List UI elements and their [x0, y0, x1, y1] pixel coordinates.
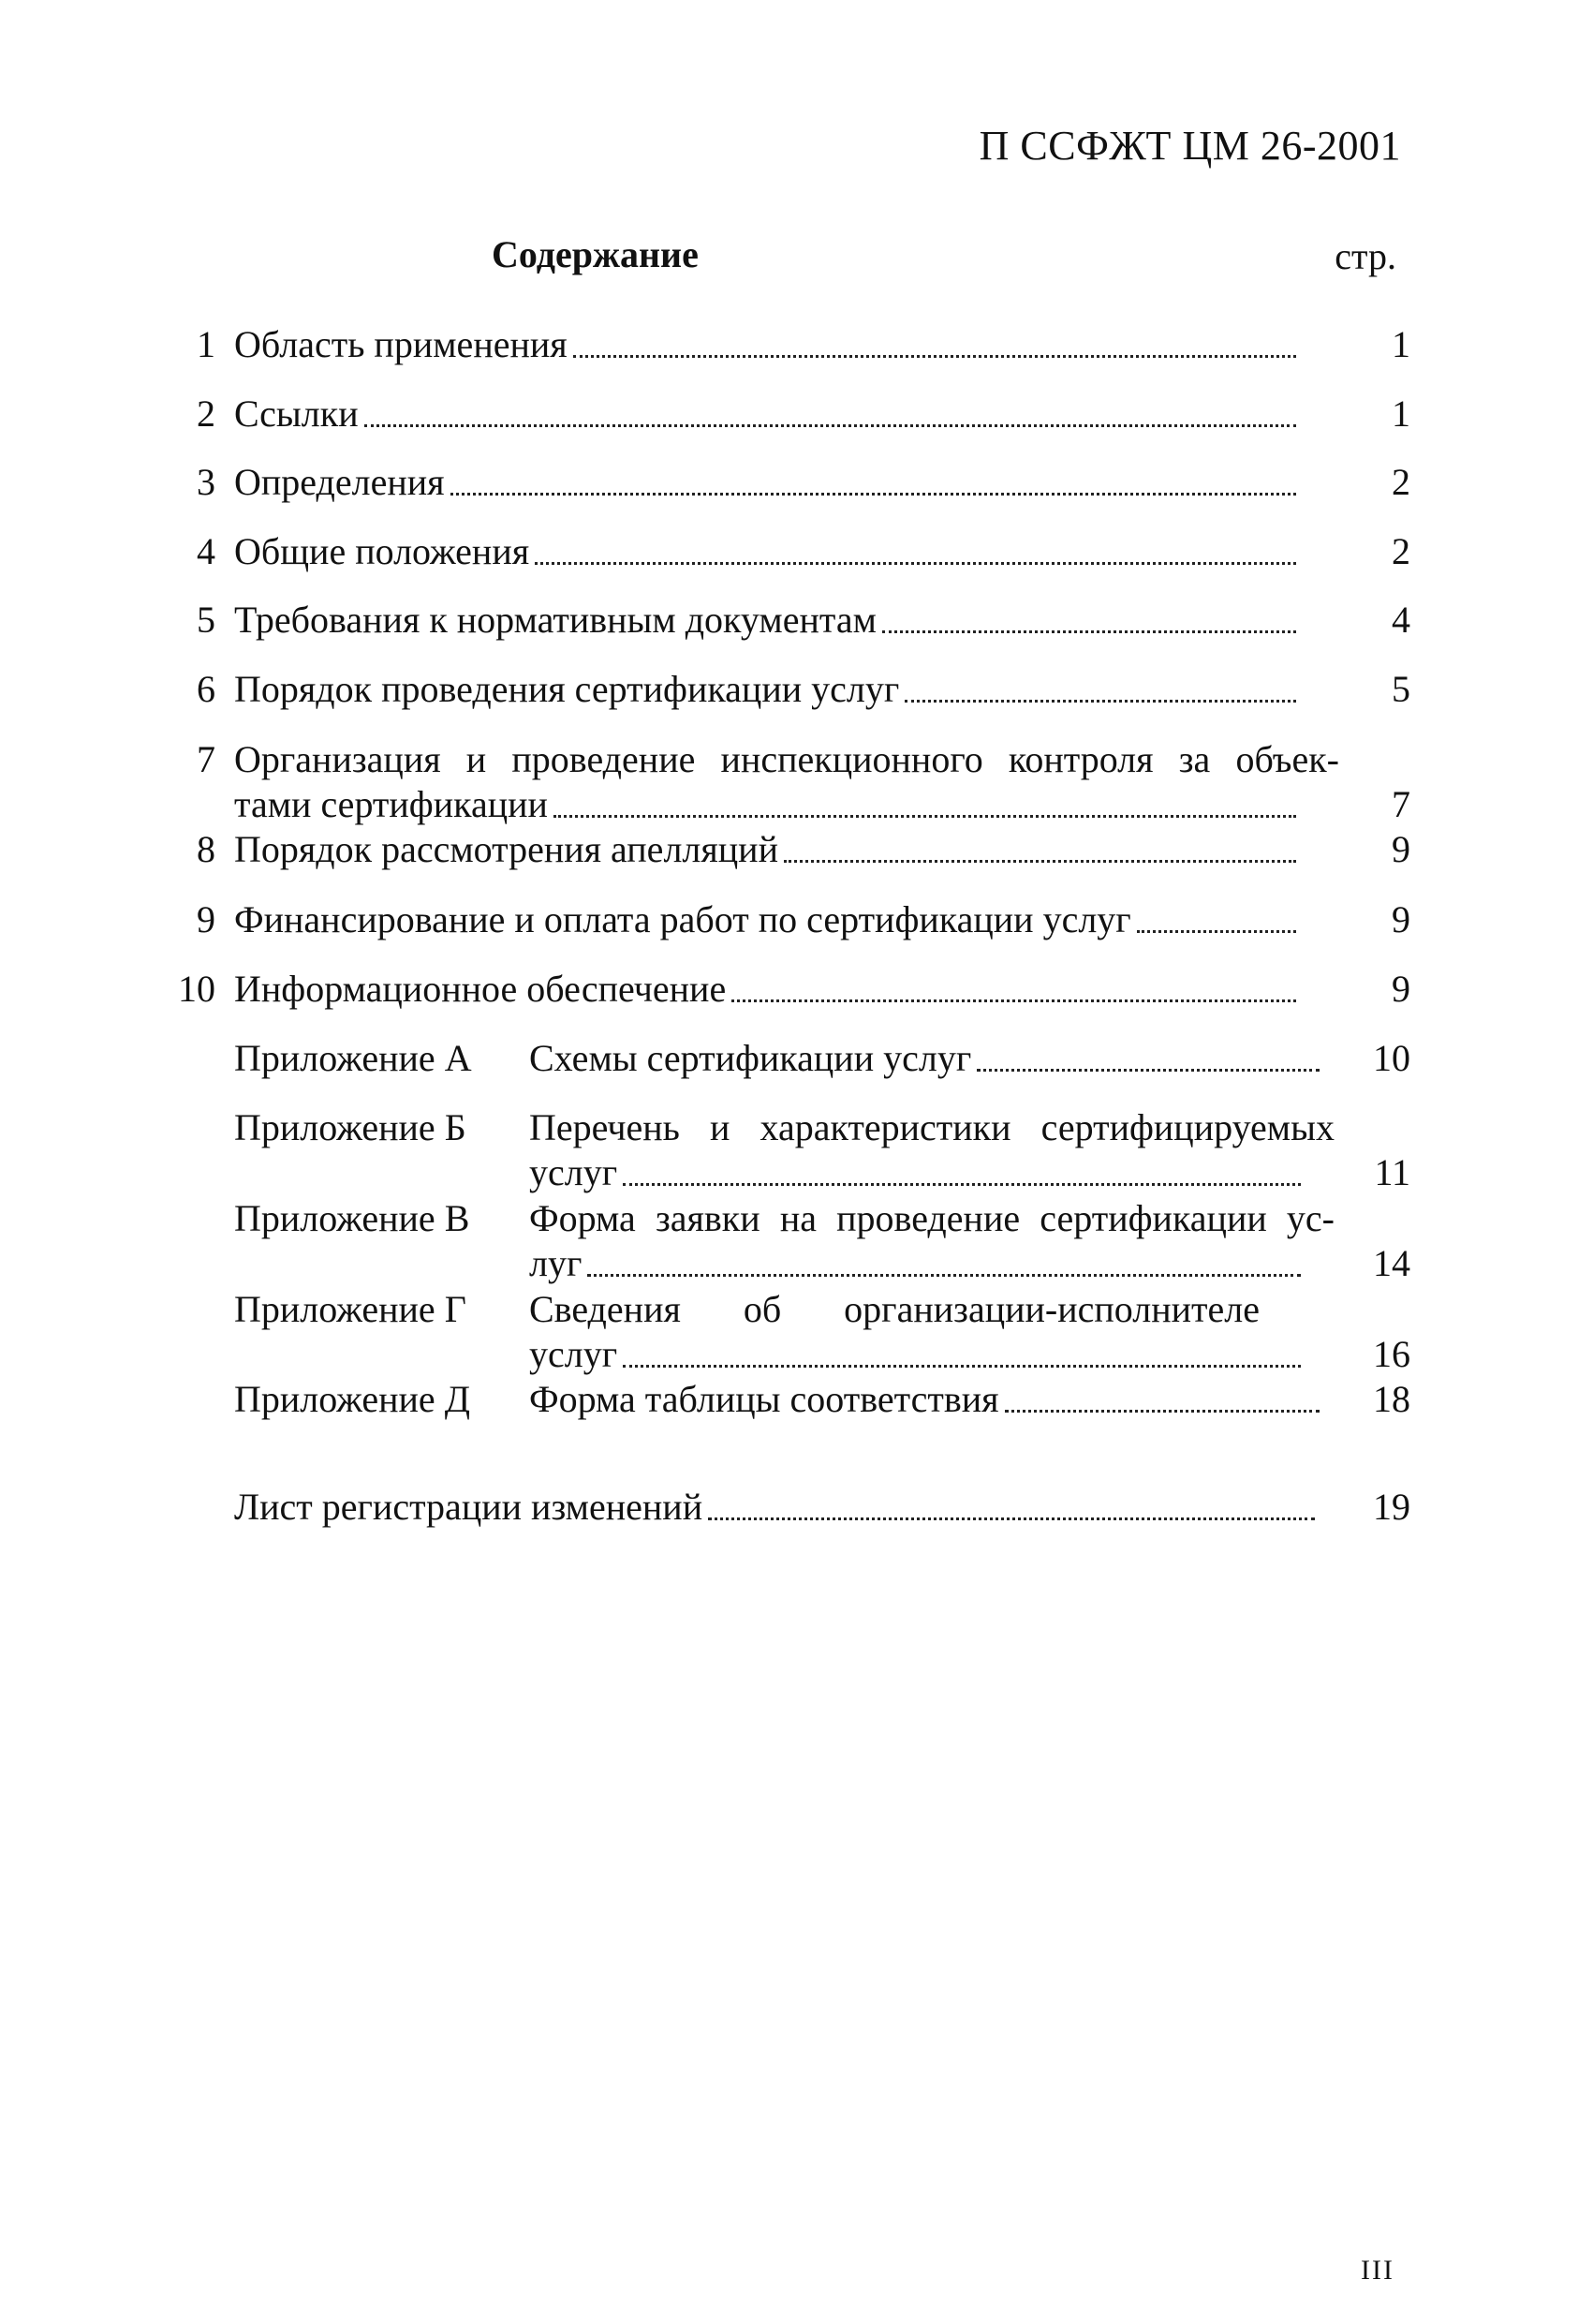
toc-item-number: 5	[197, 599, 215, 641]
dot-leader	[587, 1274, 1301, 1277]
toc-item-number: 8	[197, 828, 215, 870]
appendix-page: 18	[1373, 1378, 1410, 1420]
dot-leader	[708, 1517, 1315, 1520]
appendix-title-line1: Перечень и характеристики сертифицируемых	[529, 1106, 1335, 1148]
toc-item-entry	[234, 667, 1302, 712]
toc-title: Содержание	[492, 233, 699, 275]
toc-item-number: 6	[197, 668, 215, 710]
toc-item-number: 2	[197, 392, 215, 435]
appendix-entry	[529, 1377, 1335, 1422]
toc-item-page: 7	[1392, 783, 1410, 825]
dot-leader	[1005, 1410, 1320, 1413]
toc-item-page: 1	[1392, 323, 1410, 365]
appendix-title-line2: услуг	[529, 1333, 618, 1375]
toc-item-title: Финансирование и оплата работ по сертификации услуг	[234, 898, 1131, 940]
toc-item-entry	[234, 322, 1302, 367]
dot-leader	[784, 860, 1296, 863]
appendix-label: Приложение В	[234, 1197, 470, 1239]
toc-item-page: 2	[1392, 530, 1410, 572]
toc-item-number: 7	[197, 738, 215, 780]
dot-leader	[535, 562, 1296, 565]
toc-item-title: Определения	[234, 461, 445, 503]
dot-leader	[553, 815, 1296, 818]
changes-sheet-title: Лист регистрации изменений	[234, 1486, 703, 1528]
appendix-entry	[529, 1105, 1335, 1195]
toc-item-entry	[234, 392, 1302, 437]
appendix-page: 14	[1373, 1242, 1410, 1284]
appendix-page: 11	[1374, 1151, 1410, 1193]
dot-leader	[977, 1069, 1320, 1072]
changes-sheet-entry	[234, 1485, 1320, 1530]
dot-leader	[905, 700, 1296, 703]
appendix-page: 16	[1373, 1333, 1410, 1375]
toc-item-entry	[234, 737, 1339, 827]
toc-item-number: 1	[197, 323, 215, 365]
page-column-label: стр.	[1335, 235, 1396, 277]
toc-item-title: Ссылки	[234, 392, 359, 435]
document-code: П ССФЖТ ЦМ 26-2001	[979, 123, 1401, 169]
toc-item-page: 9	[1392, 898, 1410, 940]
appendix-page: 10	[1373, 1037, 1410, 1079]
toc-item-page: 5	[1392, 668, 1410, 710]
toc-item-page: 2	[1392, 461, 1410, 503]
changes-sheet-page: 19	[1373, 1486, 1410, 1528]
appendix-entry	[529, 1036, 1335, 1081]
dot-leader	[623, 1183, 1301, 1186]
toc-item-entry	[234, 827, 1302, 872]
toc-item-page: 1	[1392, 392, 1410, 435]
dot-leader	[1137, 930, 1296, 933]
appendix-title-line2: услуг	[529, 1151, 618, 1193]
toc-item-number: 9	[197, 898, 215, 940]
toc-item-number: 10	[178, 968, 215, 1010]
toc-item-title-line2-row	[234, 782, 1302, 827]
toc-item-number: 3	[197, 461, 215, 503]
toc-item-title: Информационное обеспечение	[234, 968, 727, 1010]
toc-item-entry	[234, 460, 1302, 505]
appendix-label: Приложение Г	[234, 1288, 466, 1330]
dot-leader	[450, 493, 1296, 496]
dot-leader	[364, 424, 1296, 427]
appendix-title-line1: Сведения об организации-исполнителе	[529, 1288, 1260, 1330]
dot-leader	[882, 630, 1296, 633]
page-number: III	[1361, 2255, 1394, 2286]
toc-item-entry	[234, 598, 1302, 643]
toc-item-number: 4	[197, 530, 215, 572]
toc-item-title: Требования к нормативным документам	[234, 599, 877, 641]
toc-item-title: Область применения	[234, 323, 568, 365]
toc-item-title-line2: тами сертификации	[234, 783, 548, 825]
dot-leader	[573, 355, 1296, 358]
appendix-title: Схемы сертификации услуг	[529, 1037, 972, 1079]
dot-leader	[623, 1365, 1301, 1368]
appendix-entry	[529, 1287, 1335, 1377]
toc-item-entry	[234, 967, 1302, 1012]
appendix-label: Приложение Д	[234, 1378, 470, 1420]
toc-item-entry	[234, 529, 1302, 574]
toc-item-page: 9	[1392, 968, 1410, 1010]
appendix-entry	[529, 1196, 1335, 1286]
dot-leader	[731, 999, 1296, 1002]
toc-item-title: Порядок рассмотрения апелляций	[234, 828, 778, 870]
appendix-title-line1: Форма заявки на проведение сертификации ус-	[529, 1197, 1335, 1239]
toc-item-entry	[234, 897, 1302, 942]
appendix-title-line2: луг	[529, 1242, 583, 1284]
appendix-label: Приложение А	[234, 1037, 472, 1079]
toc-item-title: Общие положения	[234, 530, 530, 572]
toc-item-title-line1: Организация и проведение инспекционного контроля за объек-	[234, 738, 1339, 780]
toc-item-page: 9	[1392, 828, 1410, 870]
appendix-title: Форма таблицы соответствия	[529, 1378, 999, 1420]
toc-item-page: 4	[1392, 599, 1410, 641]
appendix-label: Приложение Б	[234, 1106, 466, 1148]
toc-item-title: Порядок проведения сертификации услуг	[234, 668, 900, 710]
